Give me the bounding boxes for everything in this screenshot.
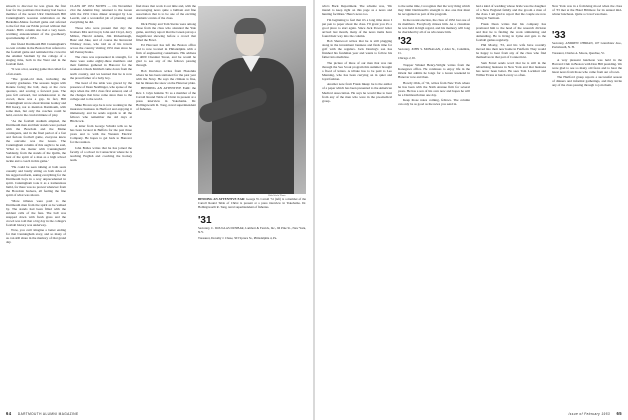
paragraph: Bob Sherwood writes that he is still plugging along in the investment business and finds time for golf with the regulars. Jack Dewing's son has finished his freshman year and wants to follow his father into medicine. bbox=[322, 39, 392, 60]
magazine-name: DARTMOUTH ALUMNI MAGAZINE bbox=[17, 412, 79, 416]
paragraph: A very pleasant luncheon was held in the Harvard Club in Boston with Don Hill presiding. We were glad to see so many old faces and to hear the latest news from those who came from out of town. bbox=[552, 57, 622, 74]
portrait-photo bbox=[198, 6, 306, 194]
paragraph: The Hartford group reports a successful season of dinners and informal gatherings, and they invite any of the class passing through to join them. bbox=[552, 75, 622, 88]
paragraph: BENDING AN ATTENTIVE EAR: the Rev. J. Glyn Jenkins '31 as a member of the Carroll Round Table of Christ in present at a press interview in Yokohama. Dr. Hollingsworth R. Tong, naval superintendent of fisheries. bbox=[136, 86, 196, 111]
treasurer-line: Treasurer, Dorothy J. Chase, 503 Spruce St., Philadelphia 4, Pa. bbox=[198, 235, 277, 240]
paragraph: Ed Harcourt has left the Boston office and is now located in Philadelphia with a firm of engineering consultants. His address is 4000 Chestnut Street, and he would be glad to see any of the fellows passing through. bbox=[136, 43, 196, 68]
paragraph: find more that work it out time and, with the encouraging news quite a bulliant and fine association that is to be one of the exciting dramatic events of the class. bbox=[136, 4, 196, 21]
page-footer-right bbox=[569, 411, 623, 416]
paragraph: "He could be seen talking at both seats casually and busily sitting on both sides of his ragged uniform, asking everything for the Dartmouth boys in a way unprecedented in spirit. Cunningham took it as a tremendous build, for there was no protest whatever from the Bowdoin backers, all feeling the fine spirit of what was shown. bbox=[6, 164, 66, 198]
paragraph: Bob Davidson writes from Honolulu where he has been stationed for the past year with the Navy. He says the climate is fine, but he misses the snow on the Hanover plain. bbox=[136, 68, 196, 86]
paragraph: New York was in a frolicking mood when the class of '33 met at the Hotel Biltmore for its annual mid-winter luncheon. Quite a crowd was there. bbox=[552, 4, 622, 17]
paragraph: "The grand-old men, including the recently graduates. The seasons began with Ronnie facing the ball, deep at the crew quarters, and scoring a forward pass. The pass fell outward, but unbeknownst to the crowd, there was a gap. In fact, Bill Cunningham wrote about Ronnie Ganley and Bill Keary, not to mention Dartmouth, with some men, but only the coaches could be held, even in the crucial minute of play. bbox=[6, 76, 66, 118]
paragraph: Sam Ferrel sends word that he is still in the advertising business in New York and that business has never been better. He sees Tom Lockhart and Wilbur Evans at lunch every so often. bbox=[476, 60, 546, 77]
paragraph: Howdy Olds, of '32, writes from New York where he has been with the Sixth Avenue firm for several years. He has a son of his own now and hopes he will be a Dartmouth man one day. bbox=[398, 80, 470, 97]
class-number: '33 bbox=[552, 30, 566, 42]
left-column-3 bbox=[136, 4, 196, 404]
left-column-1 bbox=[6, 4, 66, 404]
page-footer-left bbox=[6, 411, 79, 416]
right-column-3 bbox=[476, 4, 546, 404]
secretary-line: Secretary, C. DOUGLAS DUNBAR, Lambert & Fewick, Inc., 66 Pine St., New York, N.Y. bbox=[198, 226, 306, 235]
paragraph: "It was a hot, searing game that called for a fair exam. bbox=[6, 67, 66, 76]
treasurer-line: Chicago 2, Ill. bbox=[398, 56, 416, 61]
paragraph: Wow, you can't imagine a better ending for that Cunningham story, and so many of us can still share in the memory of that grand day. bbox=[6, 228, 66, 245]
paragraph: Frank Dean writes that his company has promoted him to the head of the research division and that he is finding the work stimulating and demanding. He is living in Lyme and gets to the football games regularly. bbox=[476, 21, 546, 42]
left-page bbox=[0, 0, 312, 420]
paragraph: smooth to discover he was given the first four for the positions that Kenny had been a member of the recent Ulric Dartmouth Bill Cunningham's re-union celebration on the Berkshire-Maine football game and referred to the fact that our Eddie proved without that classic. Bill's column also had a very heart-warming announcement of the goodhearty sportsmanship of 1931. bbox=[6, 4, 66, 41]
paragraph: CLASS OF 1931 NOTES — On November 21st the Alumni Day, returned to the Green with the 1931 Class dinner arranged by Lou Leavitt, and a wonderful job of planning and everything he did. bbox=[70, 4, 132, 25]
paragraph: "As the football stadium emptied, the Dartmouth men and their stands were packed with the Bowdoin and the Maine contingents, and in the final period of a fast and furious football game, everyone knew the outcome was the Green. The Cunningham column of this ought to be said, 'What is the matter with Cunningham? Suddenly, from the stands of the Quilts, the best of the spirit of a man as a high school tackle and a coach in this game.' bbox=[6, 118, 66, 164]
folio-right: 65 bbox=[616, 411, 622, 416]
paragraph: A letter from George Schultz tells us he has been located in Buffalo for the past three years and is with the Western Electric Company. He hopes to get back to Hanover for the reunion. bbox=[70, 124, 132, 145]
paragraph: who's Back Department. The scheme was, 'We intend to keep right on this page as a news and hunting facilities.' Here's news too. bbox=[322, 4, 392, 17]
paragraph: Phil Mosby, '33, and his wife have recently moved into their new home in Fairfield. They would be happy to hear from any of the class who find themselves in that part of Connecticut. bbox=[476, 43, 546, 60]
class-section-33 bbox=[552, 30, 622, 55]
folio-left: 64 bbox=[6, 411, 12, 416]
paragraph: Another note from Frank Inkup: he is the author of a paper which has been presented to the American Medical Association. He says he would like to hear from any of the men who were in the pre-medical group. bbox=[322, 82, 392, 103]
right-column-4 bbox=[552, 4, 622, 404]
paragraph: Trapper Winkel Henry-Wright writes from the Kanagawa office. He continues to enjoy life in the Orient but admits he longs for a Green weekend in Hanover now and then. bbox=[398, 63, 470, 80]
paragraph: I'm beginning to feel that it's a long time since I put pen to paper about the class. I'll grant you it's a good place to start again. Since Jack Powers' letter arrived last month, many of the news items have found their way into the column. bbox=[322, 17, 392, 38]
paragraph: Our friend Dartmouth Bill Cunningham's re-cent column in the Boston Post referred to the football game and reminded the crowd in the Alumni Stadium by the college of a singing time, both in the West and in the football field. bbox=[6, 41, 66, 67]
paragraph: In the recent election, the class of 1932 lost one of its members. Everybody misses him. As a classmate he was held in high regard, and his memory will long be cherished by all of us who knew him. bbox=[398, 17, 470, 34]
right-page bbox=[316, 0, 628, 420]
issue-date: Issue of February 1953 bbox=[568, 412, 611, 416]
gutter bbox=[313, 0, 315, 420]
right-column-2 bbox=[398, 4, 470, 404]
paragraph: Keep those notes coming, fellows. The column can only be as good as the news you send in. bbox=[398, 98, 470, 107]
secretary-line: Secretary, JOHN S. MONAGAN, 2 Aller St., Columbia, Ct. bbox=[398, 46, 470, 55]
paragraph: Dick Finley and Tom Sterns were among those from the class who attended the Yale game, and they report that the Green put up a magnificent showing before a crowd that filled the Bowl. bbox=[136, 21, 196, 42]
paragraph: Those who were present that day: the brothers Mix and Lloyd, John and Cloyd, Jerry Milton, Harold Adams, Jim Rickenbaugh, Buzz and Jake, and of course the Reverend Whitney Jones, who told us of his travels across the country visiting 1931 men since he left Pennsylvania. bbox=[70, 25, 132, 54]
paragraph: had a kind of wedding whose bride was the daughter of a New England family and the groom a man of the class. I am glad to report that the couple are now living in Vermont. bbox=[476, 4, 546, 21]
paragraph: to the same time, I recognize that the very thing which may limit Dartmouth's strength is also one that must be recognized as part of the program. bbox=[398, 4, 470, 17]
caption-lead: BENDING AN ATTENTIVE EAR: bbox=[198, 197, 246, 201]
paragraph: Mike Brown says he is now working in the insurance business in Hartford and enjoying it immensely, and he sends regards to all the fellows who remember the old days at Hitchcock. bbox=[70, 102, 132, 123]
caption-text: George W. Carroll '31 (left) is a member of the Carroll Round Table of Christ is present at a press interview in Yokohama. Dr. Hollingsworth R. Tong, naval superintendent of fisheries. bbox=[198, 197, 306, 209]
treasurer-line: Treasurer, Charles A. Moore, Quechee, Vt. bbox=[552, 50, 605, 55]
left-column-2 bbox=[70, 4, 132, 404]
paragraph: The class was represented in strength, for there were some eighty-three members and their families gathered in Hanover for the weekend. Chuck Kimball came down from the north country, and we learned that he is now the proud father of a baby boy. bbox=[70, 55, 132, 80]
photo-caption bbox=[198, 198, 306, 243]
class-number: '32 bbox=[398, 35, 412, 47]
paragraph: "More tributes were paid to the Dartmouth men from the spirit as he walked by. The stands had been filled with the strident calls of the fans. The ball was snapped down with fresh grass and the crowd was told that a big day in the college's football history was underway. bbox=[6, 198, 66, 227]
paragraph: The picture of three of our men that was run through the Sea Scout program this summer brought a flood of letters. A tribute has to be paid to Leo Manning, who has been carrying on in quiet and loyal fashion. bbox=[322, 60, 392, 81]
class-number: '31 bbox=[198, 215, 212, 227]
photo-credit: Wide World Photo bbox=[268, 194, 286, 197]
paragraph: John Bolles writes that he has joined the faculty of a school in Connecticut where he is teaching English and coaching the hockey team. bbox=[70, 145, 132, 163]
class-section-32 bbox=[398, 36, 470, 61]
class-section-31 bbox=[198, 215, 306, 240]
paragraph: The head of the table was graced by the presence of Dean Neidlinger, who spoke of the days when the 1931 class first entered, and of the changes that have come since then to the college and to the world. bbox=[70, 81, 132, 102]
secretary-line: Secretary, ANDREW O'BRIAN, 107 Grandview Ave., Portsmouth, N. H. bbox=[552, 41, 622, 49]
right-column-1 bbox=[322, 4, 392, 404]
